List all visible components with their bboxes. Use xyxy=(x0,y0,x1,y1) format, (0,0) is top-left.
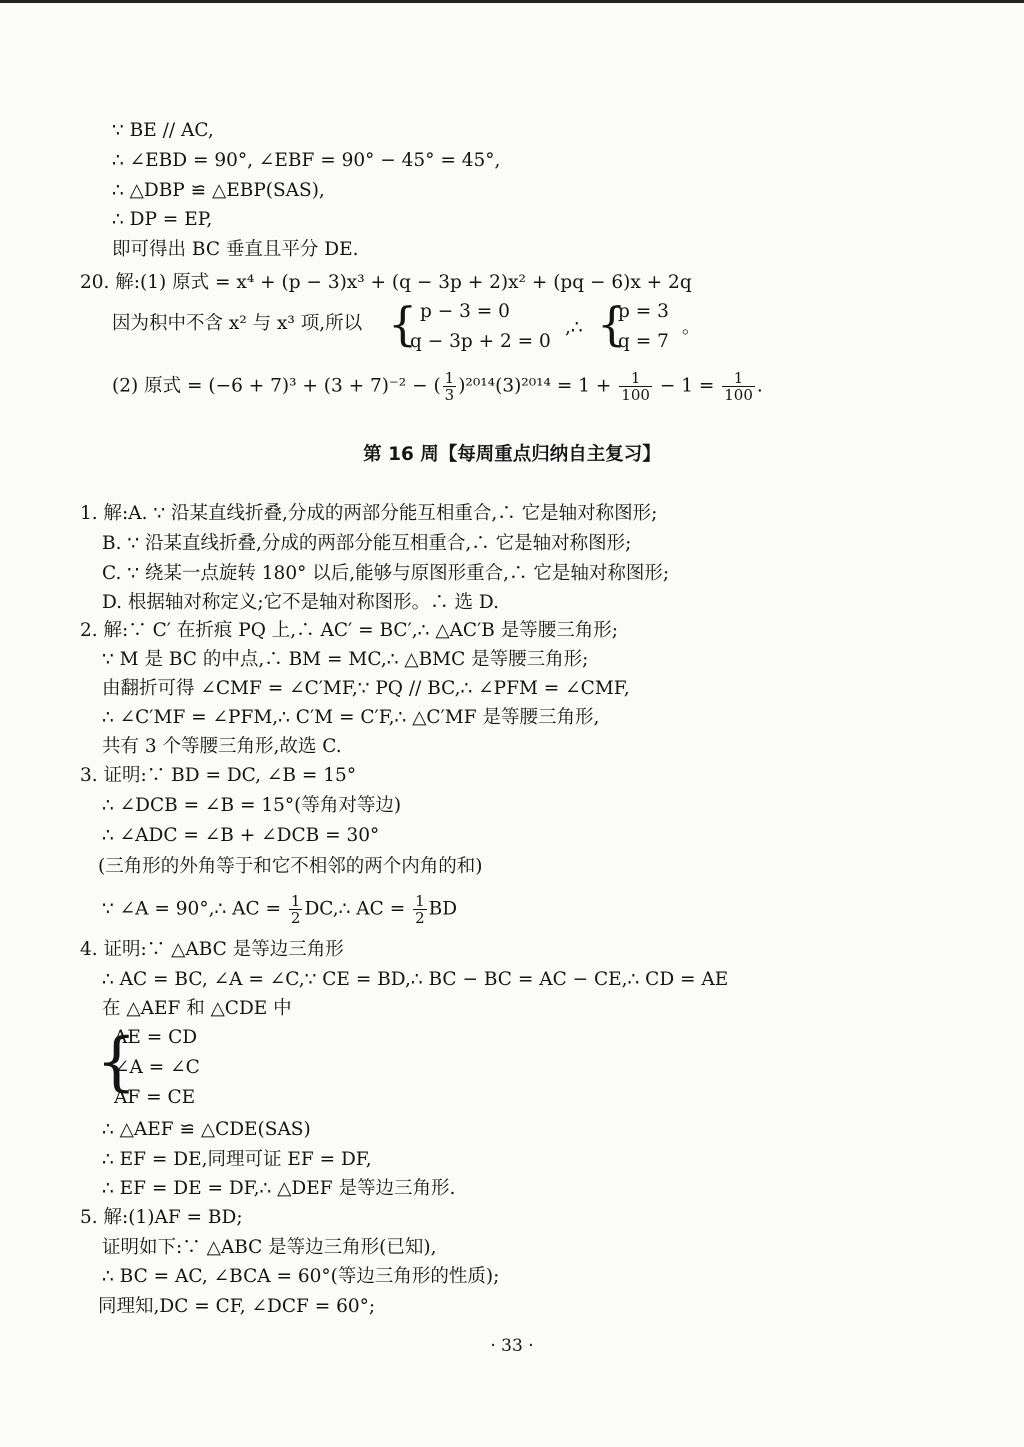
top-border xyxy=(0,0,1024,3)
text-line: 。 xyxy=(682,317,701,338)
text-line: ∴ △AEF ≌ △CDE(SAS) xyxy=(102,1119,311,1140)
fraction xyxy=(619,370,652,403)
text-line: ∵ M 是 BC 的中点,∴ BM = MC,∴ △BMC 是等腰三角形; xyxy=(102,649,589,670)
text-line: ∴ BC = AC, ∠BCA = 60°(等边三角形的性质); xyxy=(102,1266,500,1287)
text-segment: ∵ ∠A = 90°,∴ AC = xyxy=(102,898,281,920)
fraction xyxy=(289,893,303,926)
brace-symbol: { xyxy=(96,1025,137,1099)
equation-row: q − 3p + 2 = 0 xyxy=(410,331,551,352)
text-line: 20. 解:(1) 原式 = x⁴ + (p − 3)x³ + (q − 3p + 2)x² + (pq − 6)x + 2q xyxy=(80,272,692,293)
text-line: ∴ EF = DE,同理可证 EF = DF, xyxy=(102,1149,372,1170)
text-line: 在 △AEF 和 △CDE 中 xyxy=(102,998,292,1019)
text-line: ∴ ∠DCB = ∠B = 15°(等角对等边) xyxy=(102,795,402,816)
equation-row: ∠A = ∠C xyxy=(114,1057,200,1078)
numerator: 1 xyxy=(444,369,455,387)
equation-row: AE = CD xyxy=(114,1027,198,1048)
numerator: 1 xyxy=(415,892,425,910)
fraction xyxy=(443,370,457,403)
text-line: C. ∵ 绕某一点旋转 180° 以后,能够与原图形重合,∴ 它是轴对称图形; xyxy=(102,563,670,584)
text-line: ,∴ xyxy=(565,317,583,338)
text-line: ∴ EF = DE = DF,∴ △DEF 是等边三角形. xyxy=(102,1178,456,1199)
text-line: ∴ △DBP ≌ △EBP(SAS), xyxy=(112,180,325,201)
text-line: 因为积中不含 x² 与 x³ 项,所以 xyxy=(112,313,363,334)
fraction xyxy=(722,370,755,403)
equation-line xyxy=(112,370,763,403)
text-line: ∴ ∠C′MF = ∠PFM,∴ C′M = C′F,∴ △C′MF 是等腰三角形, xyxy=(102,707,600,728)
equation-line xyxy=(102,893,457,926)
text-line: 即可得出 BC 垂直且平分 DE. xyxy=(112,239,359,260)
denominator: 100 xyxy=(621,386,650,404)
page-number: · 33 · xyxy=(490,1336,534,1356)
text-line: 2. 解:∵ C′ 在折痕 PQ 上,∴ AC′ = BC′,∴ △AC′B 是等腰三角形; xyxy=(80,620,618,641)
text-line: 证明如下:∵ △ABC 是等边三角形(已知), xyxy=(102,1237,437,1258)
text-segment: BD xyxy=(428,898,458,920)
equation-row: q = 7 xyxy=(618,331,669,352)
text-segment: DC,∴ AC = xyxy=(304,898,406,920)
text-line: ∴ ∠ADC = ∠B + ∠DCB = 30° xyxy=(102,825,380,846)
text-segment: . xyxy=(756,375,763,397)
denominator: 2 xyxy=(290,909,301,927)
text-line: 5. 解:(1)AF = BD; xyxy=(80,1207,243,1228)
text-segment: − 1 = xyxy=(659,375,715,397)
denominator: 100 xyxy=(724,386,753,404)
brace-symbol: { xyxy=(388,297,418,351)
text-line: ∴ ∠EBD = 90°, ∠EBF = 90° − 45° = 45°, xyxy=(112,150,501,171)
text-line: ∴ DP = EP, xyxy=(112,209,213,230)
text-line: B. ∵ 沿某直线折叠,分成的两部分能互相重合,∴ 它是轴对称图形; xyxy=(102,533,632,554)
denominator: 3 xyxy=(444,386,455,404)
numerator: 1 xyxy=(290,892,301,910)
numerator: 1 xyxy=(722,370,755,387)
text-line: 同理知,DC = CF, ∠DCF = 60°; xyxy=(98,1296,376,1317)
denominator: 2 xyxy=(415,909,425,927)
text-line: 由翻折可得 ∠CMF = ∠C′MF,∵ PQ // BC,∴ ∠PFM = ∠CMF, xyxy=(102,678,630,699)
equation-row: AF = CE xyxy=(114,1087,196,1108)
equation-row: p = 3 xyxy=(618,301,669,322)
text-line: 共有 3 个等腰三角形,故选 C. xyxy=(102,736,342,757)
text-line: D. 根据轴对称定义;它不是轴对称图形。∴ 选 D. xyxy=(102,592,499,613)
text-line: (三角形的外角等于和它不相邻的两个内角的和) xyxy=(98,856,483,877)
text-line: 3. 证明:∵ BD = DC, ∠B = 15° xyxy=(80,765,357,786)
equation-row: p − 3 = 0 xyxy=(420,301,510,322)
text-line: ∵ BE // AC, xyxy=(112,120,214,141)
text-line: 1. 解:A. ∵ 沿某直线折叠,分成的两部分能互相重合,∴ 它是轴对称图形; xyxy=(80,503,658,524)
section-header: 第 16 周【每周重点归纳自主复习】 xyxy=(363,444,661,465)
text-segment: )²⁰¹⁴(3)²⁰¹⁴ = 1 + xyxy=(458,375,612,397)
text-segment: (2) 原式 = (−6 + 7)³ + (3 + 7)⁻² − ( xyxy=(112,375,441,397)
numerator: 1 xyxy=(619,370,652,387)
text-line: 4. 证明:∵ △ABC 是等边三角形 xyxy=(80,939,344,960)
text-line: ∴ AC = BC, ∠A = ∠C,∵ CE = BD,∴ BC − BC = AC − CE,∴ CD = AE xyxy=(102,969,729,990)
fraction xyxy=(413,893,427,926)
brace-symbol: { xyxy=(597,297,627,351)
